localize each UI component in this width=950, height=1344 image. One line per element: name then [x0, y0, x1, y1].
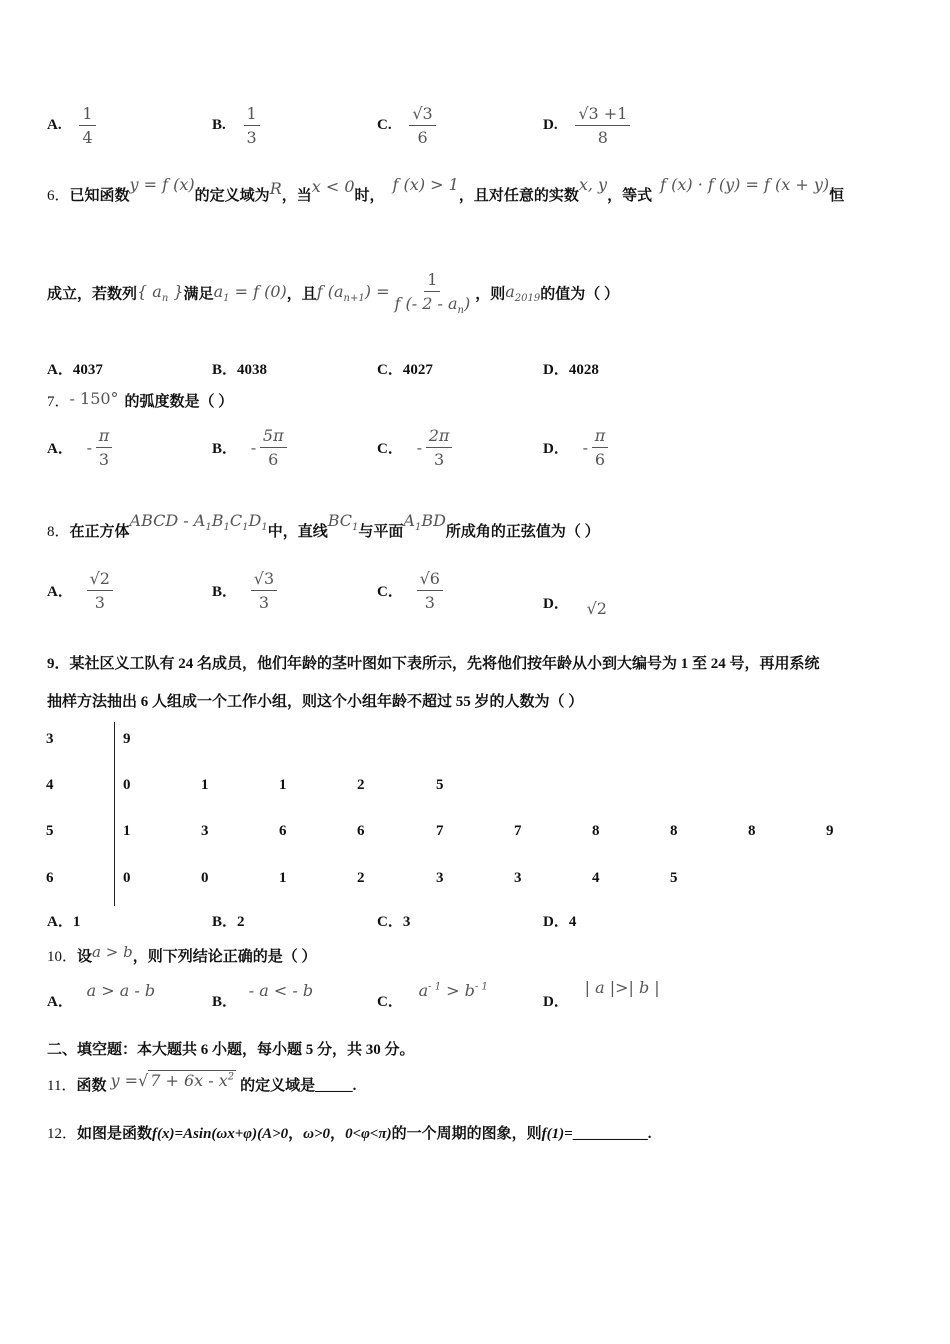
fa-base: f (a: [316, 282, 344, 301]
q10-option-c-label: C．: [377, 994, 403, 1010]
q8-option-a[interactable]: [47, 569, 113, 612]
q7-option-c-label: C．: [377, 441, 403, 457]
denominator: 3: [258, 593, 270, 612]
q8-option-d-value: √2: [586, 599, 607, 618]
q10-option-d-label: D．: [543, 994, 569, 1010]
q6-text1: 已知函数: [69, 188, 130, 204]
q12-comma1: ，: [288, 1126, 304, 1142]
sub-c1: 1: [242, 522, 249, 534]
leaf: 9: [123, 731, 131, 747]
leaf: 4: [592, 870, 600, 886]
q12-comma2: ，: [330, 1126, 346, 1142]
q8-option-d-label: D．: [543, 596, 569, 612]
q11-end: .: [352, 1078, 357, 1094]
cube-b: B: [211, 511, 224, 530]
q5-option-c-label: C.: [377, 117, 392, 133]
numerator: √3: [409, 104, 435, 126]
q12-omega: ω>0: [303, 1126, 331, 1142]
q12-function: f(x)=Asin(ωx+φ)(A>0: [152, 1126, 289, 1142]
leaf: 6: [279, 823, 287, 839]
sqrt-sign: √: [138, 1071, 149, 1090]
q7-option-d-label: D．: [543, 441, 569, 457]
numerator: 5π: [260, 426, 287, 448]
sub-a1: 1: [205, 522, 212, 534]
numerator: √3 +1: [575, 104, 630, 126]
q8-math2: [327, 511, 359, 534]
a1-sub: 1: [223, 293, 230, 305]
q11-blank[interactable]: _____: [315, 1078, 353, 1094]
q11-text1: 函数: [76, 1078, 107, 1094]
den-sub: n: [457, 305, 464, 317]
q7-option-a-fraction: [96, 426, 113, 469]
seq-sub: n: [161, 293, 169, 305]
q12-end: .: [647, 1126, 652, 1142]
q6-l2-math1: [137, 282, 184, 305]
q5-option-a[interactable]: [47, 104, 96, 147]
q8-text1: 在正方体: [69, 524, 130, 540]
q6-l2-math2: [213, 282, 287, 305]
q8-option-b[interactable]: [212, 569, 277, 612]
leaf: 2: [357, 870, 365, 886]
q6-text7: 恒: [829, 188, 845, 204]
denominator: 8: [597, 128, 608, 147]
y-eq: y =: [110, 1071, 138, 1090]
plane-sub: 1: [414, 522, 422, 534]
q11-stem: [47, 1071, 357, 1095]
q6-l2-text4: ，则: [475, 286, 506, 303]
leaf: 2: [357, 777, 365, 793]
q5-option-b-fraction: [244, 104, 260, 147]
line-bc: BC: [327, 511, 352, 530]
q10-option-d-expr: | a |>| b |: [584, 978, 660, 997]
denominator: 3: [94, 593, 105, 612]
q10-option-a-expr: a > a - b: [86, 981, 156, 1000]
leaf: 0: [123, 777, 131, 793]
stem-5: 5: [46, 823, 54, 839]
q6-text5: ，且对任意的实数: [458, 188, 579, 204]
q7-option-b-sign: -: [250, 438, 257, 457]
denominator: 3: [434, 450, 445, 469]
q6-option-d[interactable]: D．4028: [543, 362, 599, 378]
leaf: 5: [436, 777, 444, 793]
q6-math5: x, y: [578, 175, 608, 194]
leaf: 1: [279, 777, 287, 793]
q8-math3: [403, 511, 446, 534]
denominator: 6: [417, 128, 428, 147]
denominator: [391, 292, 473, 316]
q5-option-d-label: D.: [543, 117, 558, 133]
q8-text4: 所成角的正弦值为（ ）: [445, 524, 600, 540]
q7-option-b[interactable]: [212, 426, 287, 469]
q5-option-b-label: B.: [212, 117, 226, 133]
q7-option-a-label: A．: [47, 441, 73, 457]
q10-stem: [47, 945, 316, 966]
leaf: 8: [748, 823, 756, 839]
q7-option-a[interactable]: [47, 426, 112, 469]
exp-a: - 1: [428, 981, 442, 993]
q6-math6: f (x) · f (y) = f (x + y): [660, 175, 830, 194]
q7-option-c[interactable]: [377, 426, 452, 469]
q7-option-c-sign: -: [416, 438, 422, 457]
stem-6: 6: [46, 870, 54, 886]
q10-math1: a > b: [92, 943, 133, 961]
leaf: 8: [592, 823, 600, 839]
leaf: 7: [436, 823, 444, 839]
seq-close: }: [168, 282, 184, 301]
plane-a: A: [403, 511, 415, 530]
leaf: 1: [123, 823, 131, 839]
q6-l2-text1: 成立，若数列: [47, 286, 138, 303]
q8-stem: [47, 511, 600, 543]
numerator: √6: [417, 569, 443, 591]
q6-number: 6．: [47, 188, 70, 204]
q6-l2-text5: 的值为（ ）: [540, 286, 619, 303]
q9-option-a[interactable]: A．1: [47, 914, 81, 930]
q10-option-a-label: A．: [47, 994, 73, 1010]
q10-option-c-expr: [419, 981, 488, 1000]
q8-option-d[interactable]: [543, 592, 607, 618]
gt-b: > b: [441, 981, 475, 1000]
exp-b: - 1: [474, 981, 488, 993]
q5-option-c-fraction: [409, 104, 435, 147]
q10-option-a[interactable]: [47, 981, 156, 1011]
a2019-base: a: [505, 282, 515, 301]
q5-option-b[interactable]: [212, 104, 260, 147]
q6-l2-math3: [316, 282, 390, 305]
q7-option-b-label: B．: [212, 441, 238, 457]
denominator: 3: [98, 450, 110, 469]
q7-option-b-fraction: [260, 426, 287, 469]
q12-text1: 如图是函数: [77, 1126, 153, 1142]
line-sub: 1: [352, 522, 359, 534]
q8-text2: 中，直线: [267, 524, 328, 540]
leaf: 0: [201, 870, 209, 886]
a2019-sub: 2019: [514, 293, 541, 305]
leaf: 5: [670, 870, 678, 886]
q12-phi: 0<φ<π): [345, 1126, 392, 1142]
base-a: a: [418, 981, 429, 1000]
q11-text2: 的定义域是: [240, 1078, 316, 1094]
cube-c: C: [229, 511, 243, 530]
denominator: 6: [268, 450, 279, 469]
q8-option-a-fraction: [87, 569, 113, 612]
leaf: 7: [514, 823, 522, 839]
q10-option-b-label: B．: [212, 994, 238, 1010]
numerator: π: [592, 426, 609, 448]
numerator: 2π: [426, 426, 453, 448]
q10-number: 10．: [47, 949, 78, 965]
cube-d: D: [248, 511, 262, 530]
q9-stem-line1: 9．某社区义工队有 24 名成员，他们年龄的茎叶图如下表所示，先将他们按年龄从小到大编号为 1 至 24 号，再用系统: [47, 656, 820, 672]
q5-option-d[interactable]: [543, 104, 630, 147]
q9-option-c[interactable]: C．3: [377, 914, 411, 930]
q8-option-b-label: B．: [212, 584, 238, 600]
leaf: 3: [436, 870, 444, 886]
numerator: π: [96, 426, 113, 448]
q6-option-c[interactable]: C．4027: [377, 362, 433, 378]
q8-option-c-fraction: [417, 569, 443, 612]
section-2-title: 二、填空题：本大题共 6 小题，每小题 5 分，共 30 分。: [47, 1042, 415, 1058]
q6-text6: ，等式: [607, 188, 653, 204]
fa-rest: ) =: [364, 282, 390, 301]
a1-rest: = f (0): [229, 282, 287, 301]
q7-option-a-sign: -: [86, 438, 92, 457]
leaf: 8: [670, 823, 678, 839]
radicand: 7 + 6x - x: [150, 1071, 228, 1090]
q6-option-a[interactable]: A．4037: [47, 362, 103, 378]
q8-option-b-fraction: [251, 569, 277, 612]
den-close: ): [463, 294, 471, 313]
numerator: √3: [251, 569, 277, 591]
sub-d1: 1: [261, 522, 268, 534]
q12-text2: 的一个周期的图象，则: [391, 1126, 542, 1142]
q10-text1: 设: [77, 949, 93, 965]
den-text: f (- 2 - a: [394, 294, 458, 313]
q6-stem-line1: [47, 175, 845, 205]
leaf: 0: [123, 870, 131, 886]
q7-text1: 的弧度数是（ ）: [124, 394, 234, 410]
q8-option-c[interactable]: [377, 569, 443, 612]
q10-option-b[interactable]: [212, 981, 314, 1011]
q7-option-d-sign: -: [582, 438, 588, 457]
x-squared: 2: [227, 1071, 235, 1083]
q6-option-b[interactable]: B．4038: [212, 362, 268, 378]
q9-stem-line2: 抽样方法抽出 6 人组成一个工作小组，则这个小组年龄不超过 55 岁的人数为（ ）: [47, 694, 584, 710]
sub-b1: 1: [223, 522, 230, 534]
q7-number: 7．: [47, 394, 70, 410]
q12-stem: [47, 1122, 651, 1143]
q6-math1: y = f (x): [129, 175, 195, 194]
leaf: 1: [279, 870, 287, 886]
q6-l2-text3: ，且: [286, 286, 317, 303]
q5-option-a-fraction: [79, 104, 95, 147]
sqrt-body: [148, 1070, 236, 1090]
q5-option-d-fraction: [575, 104, 630, 147]
q11-math1: [110, 1071, 236, 1090]
q10-option-d[interactable]: [543, 978, 660, 1011]
q6-l2-math4: [505, 282, 541, 305]
leaf: 3: [514, 870, 522, 886]
q6-math4: f (x) > 1: [392, 175, 459, 194]
stem-4: 4: [46, 777, 54, 793]
q10-option-b-expr: - a < - b: [248, 981, 314, 1000]
q6-math2: R: [269, 179, 282, 198]
q8-option-a-label: A．: [47, 584, 73, 600]
q7-option-c-fraction: [426, 426, 453, 469]
denominator: 4: [82, 128, 93, 147]
numerator: √2: [87, 569, 113, 591]
q6-text2: 的定义域为: [194, 188, 270, 204]
q9-option-d[interactable]: D．4: [543, 914, 577, 930]
q7-option-d[interactable]: [543, 426, 608, 469]
q8-math1: [129, 511, 268, 534]
leaf: 9: [826, 823, 834, 839]
stem-leaf-divider: [114, 722, 115, 906]
q6-text4: 时，: [354, 188, 385, 204]
seq-open: { a: [137, 282, 162, 301]
q7-option-d-fraction: [592, 426, 609, 469]
numerator: 1: [244, 104, 260, 126]
plane-bd: BD: [421, 511, 446, 530]
q6-text3: ，当: [281, 188, 312, 204]
q8-option-c-label: C．: [377, 584, 403, 600]
leaf: 3: [201, 823, 209, 839]
q6-l2-text2: 满足: [183, 286, 214, 303]
q6-l2-fraction: [391, 270, 473, 316]
leaf: 6: [357, 823, 365, 839]
stem-3: 3: [46, 731, 54, 747]
q10-text2: ，则下列结论正确的是（ ）: [132, 949, 317, 965]
q10-option-c[interactable]: [377, 981, 488, 1011]
q5-option-c[interactable]: [377, 104, 436, 147]
q9-option-b[interactable]: B．2: [212, 914, 245, 930]
q6-math3: x < 0: [311, 177, 355, 196]
denominator: 6: [594, 450, 606, 469]
denominator: 3: [246, 128, 257, 147]
fa-sub: n+1: [343, 293, 365, 305]
q12-blank[interactable]: __________: [572, 1126, 648, 1142]
q7-math1: - 150°: [69, 389, 119, 408]
q7-stem: [47, 390, 233, 411]
q11-number: 11．: [47, 1078, 77, 1094]
leaf: 1: [201, 777, 209, 793]
a1-base: a: [213, 282, 224, 301]
cube-base: ABCD - A: [129, 511, 206, 530]
q6-stem-line2: [47, 270, 619, 316]
numerator: 1: [424, 270, 440, 292]
denominator: 3: [424, 593, 435, 612]
numerator: 1: [79, 104, 95, 126]
q8-number: 8．: [47, 524, 70, 540]
q5-option-a-label: A.: [47, 117, 62, 133]
q12-number: 12．: [47, 1126, 78, 1142]
q12-f1: f(1)=: [541, 1126, 573, 1142]
q8-text3: 与平面: [358, 524, 404, 540]
